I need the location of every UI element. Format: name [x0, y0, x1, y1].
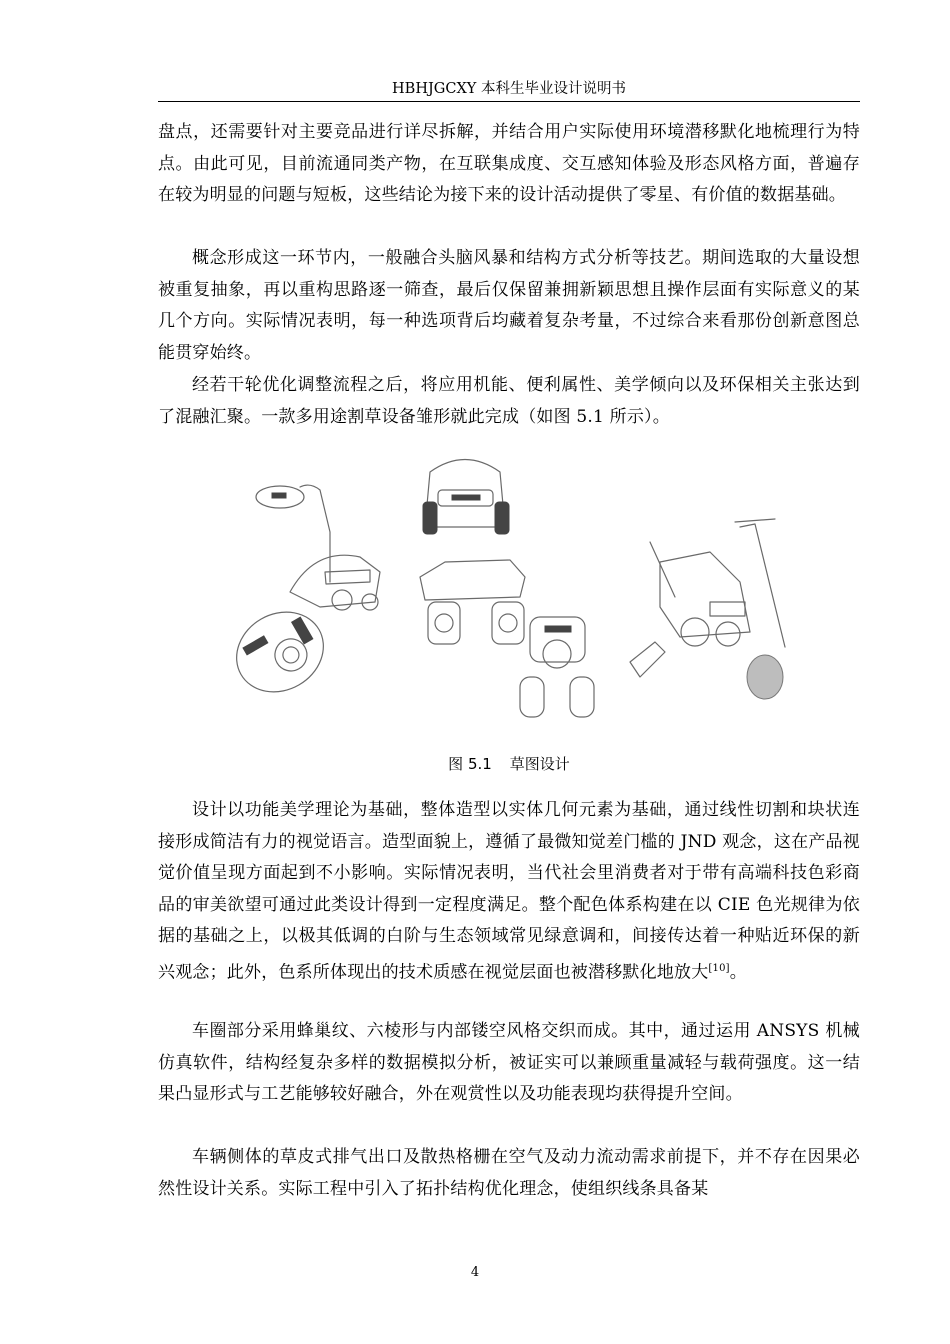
page-number: 4 — [470, 1265, 480, 1280]
paragraph-wheel-structure: 车圈部分采用蜂巢纹、六棱形与内部镂空风格交织而成。其中，通过运用 ANSYS 机械仿真软件，结构经复杂多样的数据模拟分析，被证实可以兼顾重量减轻与载荷强度。这一结果凸显形式与工艺能够较好融合，外在观赏性以及功能表现均获得提升空间。 — [158, 1021, 860, 1104]
sketch-drawing — [230, 432, 790, 732]
figure-label: 图 5.1 — [448, 755, 492, 773]
page-header: HBHJGCXY 本科生毕业设计说明书 — [392, 81, 626, 97]
citation-ref: [10] — [708, 962, 730, 974]
figure-sketch — [230, 432, 790, 732]
header-rule — [158, 101, 860, 102]
figure-caption — [158, 753, 860, 774]
figure-title: 草图设计 — [509, 755, 570, 773]
paragraph-design-theory: 设计以功能美学理论为基础，整体造型以实体几何元素为基础，通过线性切割和块状连接形成简洁有力的视觉语言。造型面貌上，遵循了最微知觉差门槛的 JND 观念，这在产品视觉价值呈现方面起到不小影响。实际情况表明，当代社会里消费者对于带有高端科技色彩商品的审美欲望可通过此类设计得到一定程度满足。整个配色体系构建在以 CIE 色光规律为依据的基础之上，以极其低调的白阶与生态领域常见绿意调和，间接传达着一种贴近环保的新兴观念；此外，色系所体现出的技术质感在视觉层面也被潜移默化地放大[10]。 — [158, 800, 860, 983]
paragraph-optimization: 经若干轮优化调整流程之后，将应用机能、便利属性、美学倾向以及环保相关主张达到了混融汇聚。一款多用途割草设备雏形就此完成（如图 5.1 所示）。 — [158, 375, 860, 427]
paragraph-side-body: 车辆侧体的草皮式排气出口及散热格栅在空气及动力流动需求前提下，并不存在因果必然性设计关系。实际工程中引入了拓扑结构优化理念，使组织线条具备某 — [158, 1147, 860, 1199]
paragraph-continued: 盘点，还需要针对主要竞品进行详尽拆解，并结合用户实际使用环境潜移默化地梳理行为特点。由此可见，目前流通同类产物，在互联集成度、交互感知体验及形态风格方面，普遍存在较为明显的问题与短板，这些结论为接下来的设计活动提供了零星、有价值的数据基础。 — [158, 122, 860, 205]
paragraph-concept: 概念形成这一环节内，一般融合头脑风暴和结构方式分析等技艺。期间选取的大量设想被重复抽象，再以重构思路逐一筛查，最后仅保留兼拥新颖思想且操作层面有实际意义的某几个方向。实际情况表明，每一种选项背后均藏着复杂考量，不过综合来看那份创新意图总能贯穿始终。 — [158, 248, 860, 363]
